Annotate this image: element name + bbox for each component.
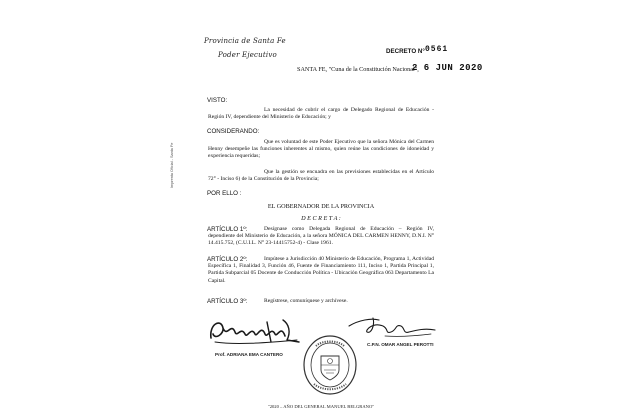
decree-label: DECRETO N° [386, 48, 425, 55]
decreta-line: D E C R E T A : [301, 215, 341, 222]
por-ello-label: POR ELLO : [207, 190, 242, 197]
considerando-paragraph-2: Que la gestión se encuadra en las previsiones establecidas en el Artículo 72° - Inciso 6) de la Constitución de la Provincia; [208, 169, 434, 183]
article-3-text: Regístrese, comuníquese y archívese. [264, 298, 348, 304]
governor-line: EL GOBERNADOR DE LA PROVINCIA [267, 203, 375, 210]
right-signatory-name: C.P.N. OMAR ANGEL PEROTTI [367, 342, 434, 347]
side-imprint: Imprenta Oficial - Santa Fe [170, 142, 174, 188]
official-seal [302, 334, 358, 396]
footer-motto: "2020 – AÑO DEL GENERAL MANUEL BELGRANO" [267, 404, 375, 409]
province-heading: Provincia de Santa Fe [204, 37, 286, 45]
visto-text: La necesidad de cubrir el cargo de Delegado Regional de Educación - Región IV, dependiente del Ministerio de Educación; y [208, 107, 434, 121]
considerando-label: CONSIDERANDO: [207, 128, 260, 135]
article-2-label: ARTÍCULO 2º: [207, 256, 248, 263]
left-signatory-name: Prof. ADRIANA EMA CANTERO [215, 352, 283, 357]
considerando-paragraph-1: Que es voluntad de este Poder Ejecutivo que la señora Mónica del Carmen Henny desempeñe las funciones inherentes al mismo, quien reúne las condiciones de idoneidad y experiencia requeridas; [208, 139, 434, 160]
article-1-text: Desígnase como Delegada Regional de Educación – Región IV, dependiente del Ministerio de Educación, a la señora MÓNICA DEL CARMEN HENNY, D.N.I. N° 14.415.752, (C.U.I.L. N° 23-14415752-4) - Clase 1961. [208, 226, 434, 247]
article-1-label: ARTÍCULO 1º: [207, 226, 248, 233]
date-stamp: 2 6 JUN 2020 [412, 63, 483, 73]
article-2-text: Impútese a Jurisdicción 40 Ministerio de Educación, Programa 1, Actividad Específica 1, Finalidad 3, Función 46, Fuente de Financiamiento 111, Inciso 1, Partida Principal 1, Partida Subparcial 05 Docente de Conducción Política - Ubicación Geográfica 063 Departamento La Capital. [208, 256, 434, 284]
right-signature [345, 312, 440, 340]
place-line: SANTA FE, "Cuna de la Constitución Nacional", [297, 66, 419, 73]
power-heading: Poder Ejecutivo [218, 51, 277, 59]
visto-label: VISTO: [207, 97, 228, 104]
article-3-label: ARTÍCULO 3º: [207, 298, 248, 305]
decree-number: 0561 [425, 45, 449, 54]
left-signature [205, 312, 305, 350]
